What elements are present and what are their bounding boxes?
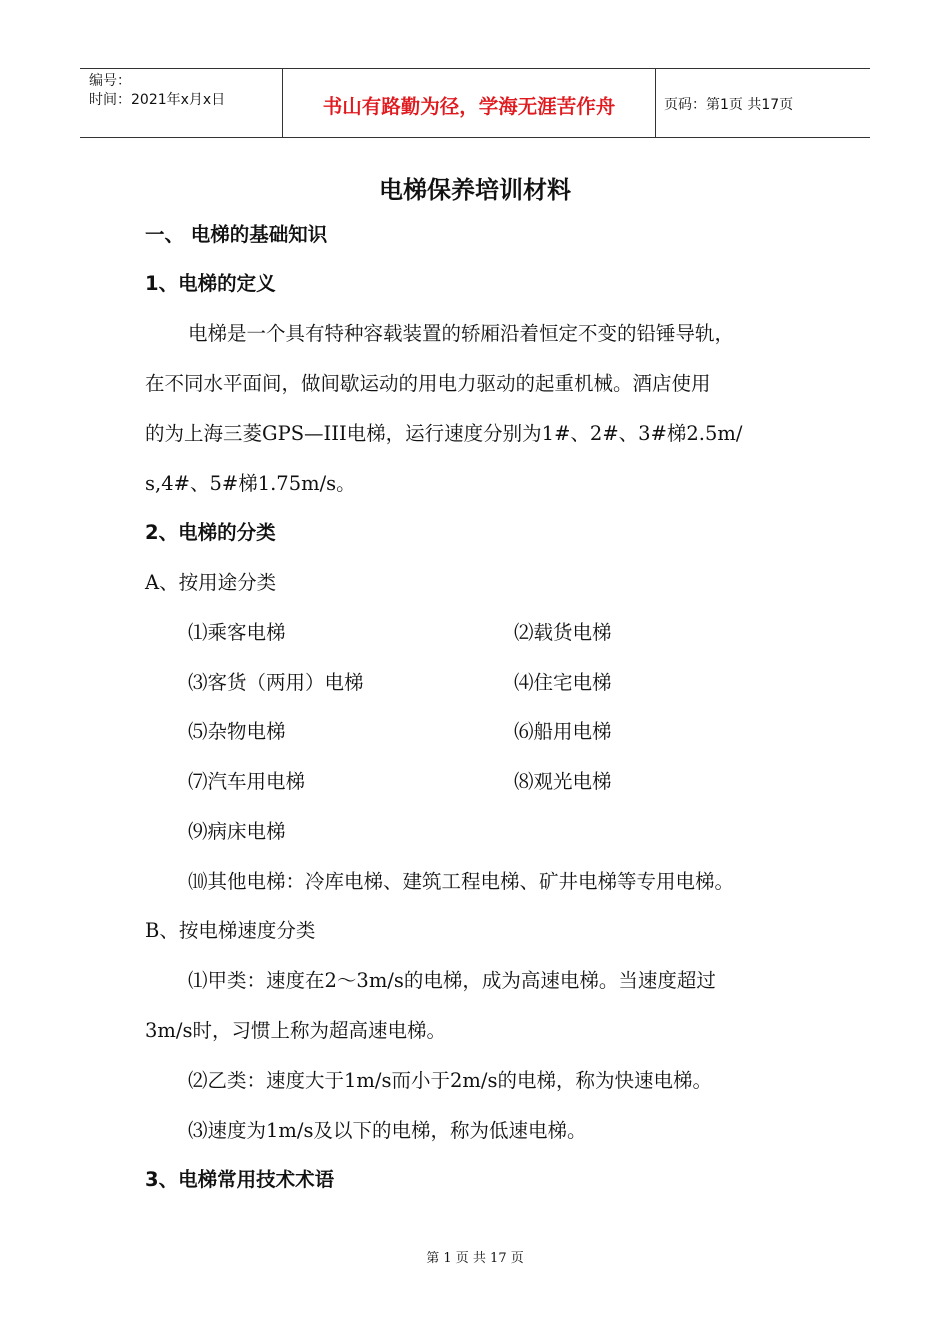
definition-line-2: 在不同水平面间，做间歇运动的用电力驱动的起重机械。酒店使用	[145, 372, 711, 395]
usage-item: ⑷住宅电梯	[514, 671, 612, 694]
header-middle-cell	[282, 69, 656, 137]
header-left-cell	[80, 69, 282, 137]
time-label: 时间：2021年x月x日	[89, 92, 226, 108]
subheading-classification: 2、电梯的分类	[145, 521, 276, 544]
speed-line-1: ⑴甲类：速度在2～3m/s的电梯，成为高速电梯。当速度超过	[188, 969, 716, 992]
page-info: 页码：第1页 共17页	[664, 97, 794, 113]
usage-item: ⑹船用电梯	[514, 720, 612, 743]
usage-item: ⑺汽车用电梯	[188, 770, 306, 793]
motto: 书山有路勤为径，学海无涯苦作舟	[322, 95, 616, 118]
usage-item: ⑵载货电梯	[514, 621, 612, 644]
usage-item: ⑴乘客电梯	[188, 621, 286, 644]
page-footer: 第 1 页 共 17 页	[426, 1251, 524, 1266]
document-title: 电梯保养培训材料	[379, 176, 571, 204]
definition-line-3: 的为上海三菱GPS—III电梯，运行速度分别为1#、2#、3#梯2.5m/	[145, 422, 743, 445]
number-label: 编号：	[89, 73, 131, 89]
usage-item: ⑼病床电梯	[188, 820, 286, 843]
usage-item: ⑽其他电梯：冷库电梯、建筑工程电梯、矿井电梯等专用电梯。	[188, 870, 735, 893]
subheading-terms: 3、电梯常用技术术语	[145, 1168, 335, 1191]
definition-line-1: 电梯是一个具有特种容载装置的轿厢沿着恒定不变的铅锤导轨，	[188, 322, 735, 345]
speed-line-2: 3m/s时，习惯上称为超高速电梯。	[145, 1019, 446, 1042]
header-table	[80, 68, 870, 138]
usage-item: ⑻观光电梯	[514, 770, 612, 793]
subheading-definition: 1、电梯的定义	[145, 272, 276, 295]
usage-item: ⑸杂物电梯	[188, 720, 286, 743]
class-b-heading: B、按电梯速度分类	[145, 919, 316, 942]
section-heading-1: 一、 电梯的基础知识	[145, 223, 328, 246]
definition-line-4: s,4#、5#梯1.75m/s。	[145, 472, 356, 495]
class-a-heading: A、按用途分类	[145, 571, 277, 594]
speed-line-4: ⑶速度为1m/s及以下的电梯，称为低速电梯。	[188, 1119, 587, 1142]
usage-item: ⑶客货（两用）电梯	[188, 671, 364, 694]
header-right-cell	[655, 69, 870, 137]
speed-line-3: ⑵乙类：速度大于1m/s而小于2m/s的电梯，称为快速电梯。	[188, 1069, 712, 1092]
